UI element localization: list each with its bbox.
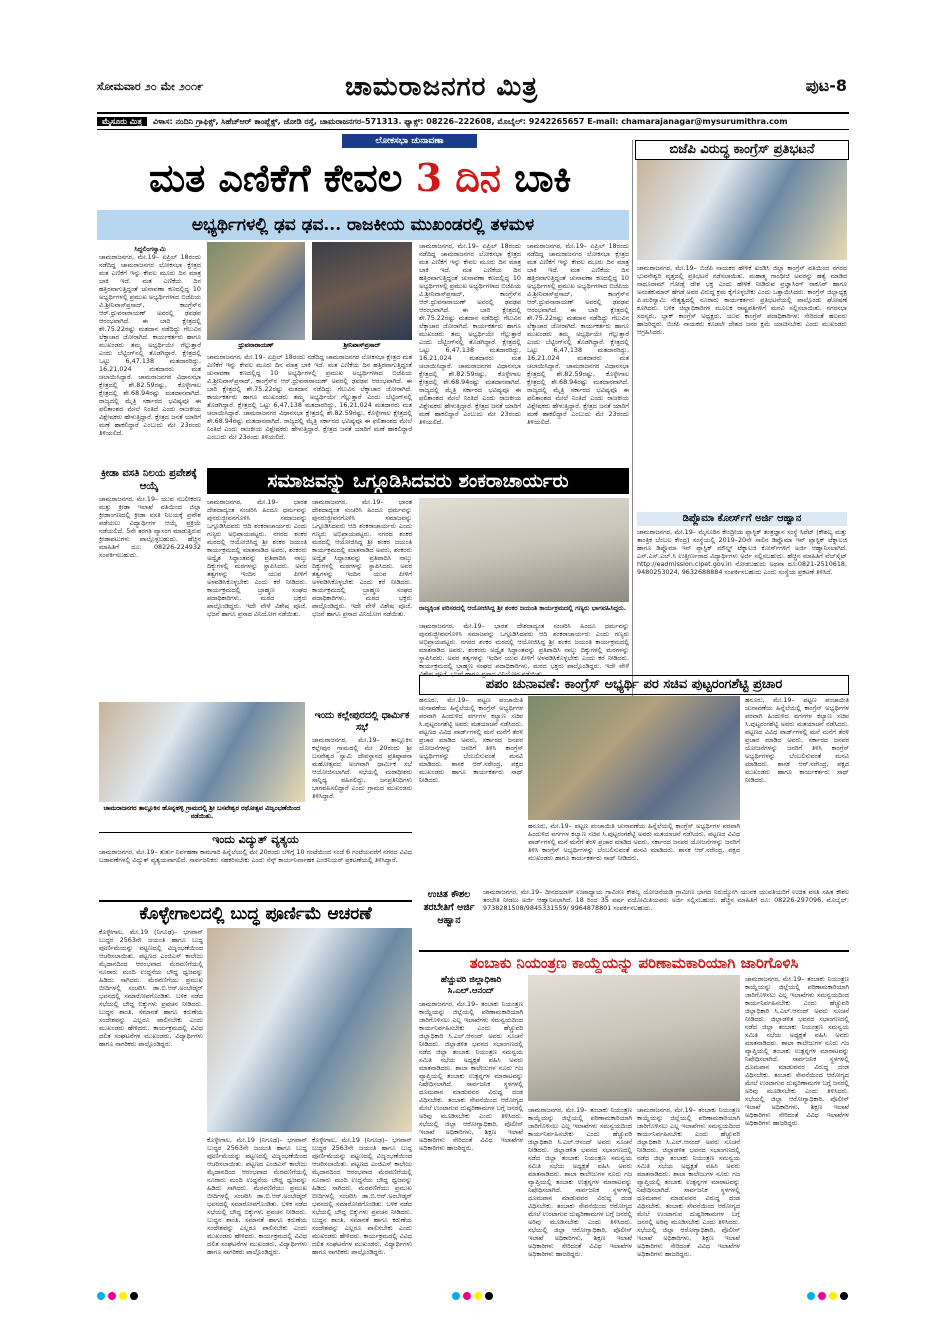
- info-bar: [97, 112, 849, 130]
- campaign-head: ಪಪಂ ಚುನಾವಣೆ: ಕಾಂಗ್ರೆಸ್ ಅಭ್ಯರ್ಥಿ ಪರ ಸಚಿವ ಪುಟ್ಟರಂಗಶೆಟ್ಟಿ ಪ್ರಚಾರ: [419, 675, 849, 695]
- registration-dots-center: [452, 1292, 493, 1300]
- dharmika-head: ಇಂದು ಕಲ್ಲೇಪುರದಲ್ಲಿ ಧಾರ್ಮಿಕ ಸಭೆ: [314, 710, 410, 733]
- bjp-protest-photo: [637, 160, 847, 260]
- paper-name: ಚಾಮರಾಜನಗರ ಮಿತ್ರ: [345, 72, 539, 102]
- diploma-head: ಡಿಪ್ಲೊಮಾ ಕೋರ್ಸ್‌ಗೆ ಅರ್ಜಿ ಆಹ್ವಾನ: [637, 512, 847, 526]
- bjp-protest-head: ಬಿಜೆಪಿ ವಿರುದ್ಧ ಕಾಂಗ್ರೆಸ್ ಪ್ರತಿಭಟನೆ: [635, 140, 849, 160]
- registration-dots-right: [807, 1292, 848, 1300]
- tobacco-photo: [528, 975, 740, 1101]
- tobacco-body-col1: ಚಾಮರಾಜನಗರ, ಮೇ.19– ತಂಬಾಕು ನಿಯಂತ್ರಣ ಕಾಯ್ದೆಯನ್ನು ಜಿಲ್ಲೆಯಲ್ಲಿ ಪರಿಣಾಮಕಾರಿಯಾಗಿ ಜಾರಿಗೊಳಿಸಲು ಎಲ್ಲ ಇಲಾಖೆಗಳು ಸಮನ್ವಯದಿಂದ ಕಾರ್ಯನಿರ್ವಹಿಸಬೇಕು ಎಂದು ಹೆಚ್ಚುವರಿ ಜಿಲ್ಲಾಧಿಕಾರಿ ಸಿ.ಎಲ್.ಆನಂದ್ ಅವರು ಸೂಚನೆ ನೀಡಿದರು. ಜಿಲ್ಲಾಡಳಿತ ಭವನದ ಸಭಾಂಗಣದಲ್ಲಿ ನಡೆದ ಜಿಲ್ಲಾ ತಂಬಾಕು ನಿಯಂತ್ರಣ ಸಮನ್ವಯ ಸಮಿತಿ ಸಭೆಯ ಅಧ್ಯಕ್ಷತೆ ವಹಿಸಿ ಅವರು ಮಾತನಾಡಿದರು. ಶಾಲಾ ಕಾಲೇಜುಗಳ ನೂರು ಗಜ ವ್ಯಾಪ್ತಿಯಲ್ಲಿ ತಂಬಾಕು ಉತ್ಪನ್ನಗಳ ಮಾರಾಟವನ್ನು ನಿಷೇಧಿಸಲಾಗಿದೆ. ಸಾರ್ವಜನಿಕ ಸ್ಥಳಗಳಲ್ಲಿ ಧೂಮಪಾನ ಮಾಡುವವರ ವಿರುದ್ಧ ದಂಡ ವಿಧಿಸಬೇಕು. ತಂಬಾಕು ಸೇವನೆಯಿಂದ ಆರೋಗ್ಯದ ಮೇಲೆ ಉಂಟಾಗುವ ದುಷ್ಪರಿಣಾಮಗಳ ಬಗ್ಗೆ ಜನರಲ್ಲಿ ಅರಿವು ಮೂಡಿಸಬೇಕು ಎಂದು ತಿಳಿಸಿದರು. ಸಭೆಯಲ್ಲಿ ಜಿಲ್ಲಾ ಆರೋಗ್ಯಾಧಿಕಾರಿ, ಪೊಲೀಸ್ ಇಲಾಖೆ ಅಧಿಕಾರಿಗಳು, ಶಿಕ್ಷಣ ಇಲಾಖೆ ಅಧಿಕಾರಿಗಳು ಸೇರಿದಂತೆ ವಿವಿಧ ಇಲಾಖೆಗಳ ಅಧಿಕಾರಿಗಳು ಹಾಜರಿದ್ದರು.: [419, 1000, 523, 1152]
- shankara-photo: [419, 498, 629, 602]
- lead-photo-1-caption: ಧ್ರುವನಾರಾಯಣ್: [238, 341, 274, 349]
- lead-headline: [149, 154, 571, 202]
- training-body: ಚಾಮರಾಜನಗರ, ಮೇ.19– ದೀನದಯಾಳ್ ಉಪಾಧ್ಯಾಯ ಗ್ರಾಮೀಣ ಕೌಶಲ್ಯ ಯೋಜನೆಯಡಿ ಗ್ರಾಮೀಣ ಭಾಗದ ನಿರುದ್ಯೋಗಿ ಯುವಕ ಯುವತಿಯರಿಗೆ ಉಚಿತ ವಸತಿ ಸಹಿತ ಕೌಶಲ ತರಬೇತಿ ನೀಡಲು ಅರ್ಜಿ ಆಹ್ವಾನಿಸಲಾಗಿದೆ. 18 ರಿಂದ 35 ವರ್ಷ ವಯೋಮಿತಿಯವರು ಅರ್ಜಿ ಸಲ್ಲಿಸಬಹುದು. ಹೆಚ್ಚಿನ ಮಾಹಿತಿಗೆ ದೂ: 08226-297096, ಮೊಬೈಲ್: 9738281508/9845331559/ 9964878801 ಸಂಪರ್ಕಿಸಬಹುದು.: [483, 888, 849, 912]
- info-logo: ಮೈಸೂರು ಮಿತ್ರ: [97, 117, 147, 126]
- buddha-body-col1: ಕೊಳ್ಳೇಗಾಲ, ಮೇ.19 (ನಿಗೂಢ)– ಭಗವಾನ್ ಬುದ್ಧರ 2563ನೇ ಜಯಂತಿ ಹಾಗೂ ಬುದ್ಧ ಪೂರ್ಣಿಮೆಯನ್ನು ಪಟ್ಟಣದಲ್ಲಿ ವಿಜೃಂಭಣೆಯಿಂದ ಆಚರಿಸಲಾಯಿತು. ಪಟ್ಟಣದ ಎಂಜಿಎಸ್ ಕಾಲೇಜು ಮೈದಾನದಿಂದ ಆರಂಭವಾದ ಮೆರವಣಿಗೆಯಲ್ಲಿ ನೂರಾರು ಮಂದಿ ಉದ್ದನೆಯ ಬೌದ್ಧ ಧ್ವಜವನ್ನು ಹಿಡಿದು ಸಾಗಿದರು. ಮೆರವಣಿಗೆಯು ಪ್ರಮುಖ ಬೀದಿಗಳಲ್ಲಿ ಸಂಚರಿಸಿ ಡಾ.ಬಿ.ಆರ್.ಅಂಬೇಡ್ಕರ್ ಭವನದಲ್ಲಿ ಸಮಾರೋಪಗೊಂಡಿತು. ಬಳಿಕ ನಡೆದ ಸಭೆಯಲ್ಲಿ ಬೌದ್ಧ ಬಿಕ್ಕುಗಳು ಪ್ರವಚನ ನೀಡಿದರು. ಬುದ್ಧನ ಶಾಂತಿ, ಸಮಾನತೆ ಹಾಗೂ ಕರುಣೆಯ ಸಂದೇಶವನ್ನು ಎಲ್ಲರೂ ಪಾಲಿಸಬೇಕು ಎಂದು ಮುಖಂಡರು ಹೇಳಿದರು. ಕಾರ್ಯಕ್ರಮದಲ್ಲಿ ವಿವಿಧ ದಲಿತ ಸಂಘಟನೆಗಳ ಮುಖಂಡರು, ವಿದ್ಯಾರ್ಥಿಗಳು ಹಾಗೂ ನಾಗರಿಕರು ಪಾಲ್ಗೊಂಡಿದ್ದರು.: [99, 928, 203, 1048]
- shankara-photo-caption: ರಾಜ್ಯಕ್ಕಿಂತ ಪರಿಸರದಲ್ಲಿ ಆಯೋಜಿಸಿದ್ದ ಶ್ರೀ ಶಂಕರ ಜಯಂತಿ ಕಾರ್ಯಕ್ರಮದಲ್ಲಿ ಗಣ್ಯರು ಭಾಗವಹಿಸಿದ್ದರು.: [419, 604, 627, 612]
- bjp-protest-body: ಚಾಮರಾಜನಗರ, ಮೇ.19– ಬಿಜೆಪಿ ನಾಯಕರ ಹೇಳಿಕೆ ಖಂಡಿಸಿ ಜಿಲ್ಲಾ ಕಾಂಗ್ರೆಸ್ ವತಿಯಿಂದ ನಗರದ ಭುವನೇಶ್ವರಿ ವೃತ್ತದಲ್ಲಿ ಪ್ರತಿಭಟನೆ ನಡೆಸಲಾಯಿತು. ಮಹಾತ್ಮ ಗಾಂಧೀಜಿ ಅವರನ್ನು ಹತ್ಯೆ ಮಾಡಿದ ನಾಥೂರಾಮ್ ಗೋಡ್ಸೆ ದೇಶ ಭಕ್ತ ಎಂದು ಹೇಳಿಕೆ ನೀಡಿರುವ ಪ್ರಜ್ಞಾಸಿಂಗ್ ಠಾಕೂರ್ ಹಾಗೂ ಅನಂತಕುಮಾರ್ ಹೆಗಡೆ ಅವರ ವಿರುದ್ಧ ಕ್ರಮ ಕೈಗೊಳ್ಳಬೇಕು ಎಂದು ಒತ್ತಾಯಿಸಿದರು. ಕಾಂಗ್ರೆಸ್ ಜಿಲ್ಲಾಧ್ಯಕ್ಷ ಪಿ.ಮರಿಸ್ವಾಮಿ ನೇತೃತ್ವದಲ್ಲಿ ನೂರಾರು ಕಾರ್ಯಕರ್ತರು ಪ್ರತಿಭಟನೆಯಲ್ಲಿ ಪಾಲ್ಗೊಂಡು ಘೋಷಣೆ ಕೂಗಿದರು. ಬಳಿಕ ಜಿಲ್ಲಾಧಿಕಾರಿಗಳ ಮೂಲಕ ರಾಷ್ಟ್ರಪತಿಗಳಿಗೆ ಮನವಿ ಸಲ್ಲಿಸಲಾಯಿತು. ನಗರಸಭಾ ಸದಸ್ಯರು, ಬ್ಲಾಕ್ ಕಾಂಗ್ರೆಸ್ ಅಧ್ಯಕ್ಷರು, ಯುವ ಕಾಂಗ್ರೆಸ್ ಪದಾಧಿಕಾರಿಗಳು ಸೇರಿದಂತೆ ಹಲವರು ಹಾಜರಿದ್ದರು. ಬಿಜೆಪಿ ನಾಯಕರು ಕೂಡಲೇ ದೇಶದ ಜನರ ಕ್ಷಮೆ ಯಾಚಿಸಬೇಕು ಎಂದು ಮುಖಂಡರು ಆಗ್ರಹಿಸಿದರು.: [637, 264, 847, 336]
- campaign-body-col2: ಹನೂರು, ಮೇ.19– ಪಟ್ಟಣ ಪಂಚಾಯಿತಿ ಚುನಾವಣೆಯ ಹಿನ್ನೆಲೆಯಲ್ಲಿ ಕಾಂಗ್ರೆಸ್ ಅಭ್ಯರ್ಥಿಗಳ ಪರವಾಗಿ ಹಿಂದುಳಿದ ವರ್ಗಗಳ ಕಲ್ಯಾಣ ಸಚಿವ ಸಿ.ಪುಟ್ಟರಂಗಶೆಟ್ಟಿ ಅವರು ಮತಯಾಚನೆ ನಡೆಸಿದರು. ಪಟ್ಟಣದ ವಿವಿಧ ವಾರ್ಡ್‌ಗಳಲ್ಲಿ ಮನೆ ಮನೆಗೆ ತೆರಳಿ ಪ್ರಚಾರ ಮಾಡಿದ ಅವರು, ಸರ್ಕಾರದ ಜನಪರ ಯೋಜನೆಗಳನ್ನು ಜನರಿಗೆ ತಿಳಿಸಿ ಕಾಂಗ್ರೆಸ್ ಅಭ್ಯರ್ಥಿಗಳನ್ನು ಬೆಂಬಲಿಸುವಂತೆ ಮನವಿ ಮಾಡಿದರು. ಶಾಸಕ ಆರ್.ನರೇಂದ್ರ, ಪಕ್ಷದ ಮುಖಂಡರು ಹಾಗೂ ಕಾರ್ಯಕರ್ತರು ಸಾಥ್ ನೀಡಿದರು.: [528, 822, 740, 862]
- lead-tag: ಲೋಕಸಭಾ ಚುನಾವಣಾ: [342, 134, 477, 148]
- lead-photo-2-caption: ಶ್ರೀನಿವಾಸ್‌ಪ್ರಸಾದ್: [343, 341, 381, 349]
- lead-body-col4: ಚಾಮರಾಜನಗರ, ಮೇ.19– ಏಪ್ರಿಲ್ 18ರಂದು ನಡೆದಿದ್ದ ಚಾಮರಾಜನಗರ ಲೋಕಸಭಾ ಕ್ಷೇತ್ರದ ಮತ ಎಣಿಕೆಗೆ ಇನ್ನು ಕೇವಲ ಮೂರು ದಿನ ಮಾತ್ರ ಬಾಕಿ ಇದೆ. ಮತ ಎಣಿಕೆಯ ದಿನ ಹತ್ತಿರವಾಗುತ್ತಿದ್ದಂತೆ ಚುನಾವಣಾ ಕಣದಲ್ಲಿದ್ದ 10 ಅಭ್ಯರ್ಥಿಗಳಲ್ಲಿ ಪ್ರಮುಖ ಅಭ್ಯರ್ಥಿಗಳಾದ ಬಿಜೆಪಿಯ ವಿ.ಶ್ರೀನಿವಾಸ್‌ಪ್ರಸಾದ್, ಕಾಂಗ್ರೆಸ್‌ನ ಆರ್.ಧ್ರುವನಾರಾಯಣ್ ಅವರಲ್ಲಿ ಢವಢವ ಆರಂಭವಾಗಿದೆ. ಈ ಬಾರಿ ಕ್ಷೇತ್ರದಲ್ಲಿ ಶೇ.75.22ರಷ್ಟು ಮತದಾನ ನಡೆದಿದ್ದು ಗೆಲುವಿನ ಲೆಕ್ಕಾಚಾರ ಜೋರಾಗಿದೆ. ಕಾರ್ಯಕರ್ತರು ಹಾಗೂ ಮುಖಂಡರು ತಮ್ಮ ಅಭ್ಯರ್ಥಿಯೇ ಗೆಲ್ಲುತ್ತಾರೆ ಎಂದು ಬೆಟ್ಟಿಂಗ್‌ನಲ್ಲಿ ತೊಡಗಿದ್ದಾರೆ. ಕ್ಷೇತ್ರದಲ್ಲಿ ಒಟ್ಟು 6,47,138 ಮತದಾರರಿದ್ದು, 16,21,024 ಮತದಾರರು ಮತ ಚಲಾಯಿಸಿದ್ದಾರೆ. ಚಾಮರಾಜನಗರ ವಿಧಾನಸಭಾ ಕ್ಷೇತ್ರದಲ್ಲಿ ಶೇ.82.59ರಷ್ಟು, ಕೊಳ್ಳೇಗಾಲ ಕ್ಷೇತ್ರದಲ್ಲಿ ಶೇ.68.94ರಷ್ಟು ಮತದಾನವಾಗಿದೆ. ರಾಜ್ಯದಲ್ಲಿ ಮೈತ್ರಿ ಸರ್ಕಾರದ ಭವಿಷ್ಯವೂ ಈ ಫಲಿತಾಂಶದ ಮೇಲೆ ನಿಂತಿದೆ ಎಂದು ರಾಜಕೀಯ ವಿಶ್ಲೇಷಕರು ಹೇಳುತ್ತಿದ್ದಾರೆ. ಕ್ಷೇತ್ರದ ಜನತೆ ಯಾರಿಗೆ ಮಣೆ ಹಾಕಲಿದ್ದಾರೆ ಎಂಬುದು ಮೇ 23ರಂದು ತಿಳಿಯಲಿದೆ.: [527, 242, 629, 426]
- lead-body: ಚಾಮರಾಜನಗರ, ಮೇ.19– ಏಪ್ರಿಲ್ 18ರಂದು ನಡೆದಿದ್ದ ಚಾಮರಾಜನಗರ ಲೋಕಸಭಾ ಕ್ಷೇತ್ರದ ಮತ ಎಣಿಕೆಗೆ ಇನ್ನು ಕೇವಲ ಮೂರು ದಿನ ಮಾತ್ರ ಬಾಕಿ ಇದೆ. ಮತ ಎಣಿಕೆಯ ದಿನ ಹತ್ತಿರವಾಗುತ್ತಿದ್ದಂತೆ ಚುನಾವಣಾ ಕಣದಲ್ಲಿದ್ದ 10 ಅಭ್ಯರ್ಥಿಗಳಲ್ಲಿ ಪ್ರಮುಖ ಅಭ್ಯರ್ಥಿಗಳಾದ ಬಿಜೆಪಿಯ ವಿ.ಶ್ರೀನಿವಾಸ್‌ಪ್ರಸಾದ್, ಕಾಂಗ್ರೆಸ್‌ನ ಆರ್.ಧ್ರುವನಾರಾಯಣ್ ಅವರಲ್ಲಿ ಢವಢವ ಆರಂಭವಾಗಿದೆ. ಈ ಬಾರಿ ಕ್ಷೇತ್ರದಲ್ಲಿ ಶೇ.75.22ರಷ್ಟು ಮತದಾನ ನಡೆದಿದ್ದು ಗೆಲುವಿನ ಲೆಕ್ಕಾಚಾರ ಜೋರಾಗಿದೆ. ಕಾರ್ಯಕರ್ತರು ಹಾಗೂ ಮುಖಂಡರು ತಮ್ಮ ಅಭ್ಯರ್ಥಿಯೇ ಗೆಲ್ಲುತ್ತಾರೆ ಎಂದು ಬೆಟ್ಟಿಂಗ್‌ನಲ್ಲಿ ತೊಡಗಿದ್ದಾರೆ. ಕ್ಷೇತ್ರದಲ್ಲಿ ಒಟ್ಟು 6,47,138 ಮತದಾರರಿದ್ದು, 16,21,024 ಮತದಾರರು ಮತ ಚಲಾಯಿಸಿದ್ದಾರೆ. ಚಾಮರಾಜನಗರ ವಿಧಾನಸಭಾ ಕ್ಷೇತ್ರದಲ್ಲಿ ಶೇ.82.59ರಷ್ಟು, ಕೊಳ್ಳೇಗಾಲ ಕ್ಷೇತ್ರದಲ್ಲಿ ಶೇ.68.94ರಷ್ಟು ಮತದಾನವಾಗಿದೆ. ರಾಜ್ಯದಲ್ಲಿ ಮೈತ್ರಿ ಸರ್ಕಾರದ ಭವಿಷ್ಯವೂ ಈ ಫಲಿತಾಂಶದ ಮೇಲೆ ನಿಂತಿದೆ ಎಂದು ರಾಜಕೀಯ ವಿಶ್ಲೇಷಕರು ಹೇಳುತ್ತಿದ್ದಾರೆ. ಕ್ಷೇತ್ರದ ಜನತೆ ಯಾರಿಗೆ ಮಣೆ ಹಾಕಲಿದ್ದಾರೆ ಎಂಬುದು ಮೇ 23ರಂದು ತಿಳಿಯಲಿದೆ.: [99, 253, 201, 437]
- shankara-body-col2: ಚಾಮರಾಜನಗರ, ಮೇ.19– ಭಾರತ ದೇಶದಾದ್ಯಂತ ಸಂಚರಿಸಿ ಹಿಂದೂ ಧರ್ಮವನ್ನು ಪುನರುಜ್ಜೀವನಗೊಳಿಸಿ ಸಮಾಜವನ್ನು ಒಗ್ಗೂಡಿಸಿದವರು ಆದಿ ಶಂಕರಾಚಾರ್ಯರು ಎಂದು ಗಣ್ಯರು ಅಭಿಪ್ರಾಯಪಟ್ಟರು. ನಗರದ ಶಂಕರ ಮಠದಲ್ಲಿ ಆಯೋಜಿಸಿದ್ದ ಶ್ರೀ ಶಂಕರ ಜಯಂತಿ ಕಾರ್ಯಕ್ರಮದಲ್ಲಿ ಮಾತನಾಡಿದ ಅವರು, ಶಂಕರರು ಅದ್ವೈತ ಸಿದ್ಧಾಂತವನ್ನು ಪ್ರತಿಪಾದಿಸಿ ನಾಲ್ಕು ದಿಕ್ಕುಗಳಲ್ಲಿ ಮಠಗಳನ್ನು ಸ್ಥಾಪಿಸಿದರು. ಅವರ ತತ್ವಗಳನ್ನು ಇಂದಿನ ಯುವ ಪೀಳಿಗೆ ಅಳವಡಿಸಿಕೊಳ್ಳಬೇಕು ಎಂದು ಕರೆ ನೀಡಿದರು. ಕಾರ್ಯಕ್ರಮದಲ್ಲಿ ಬ್ರಾಹ್ಮಣ ಸಂಘದ ಪದಾಧಿಕಾರಿಗಳು, ಮಠದ ಭಕ್ತರು ಪಾಲ್ಗೊಂಡಿದ್ದರು. ಇದೇ ವೇಳೆ ವಿಶೇಷ ಪೂಜೆ, ಭಜನೆ ಹಾಗೂ ಪ್ರಸಾದ ವಿನಿಯೋಗ ನಡೆಯಿತು.: [312, 498, 412, 618]
- dharmika-photo: [99, 702, 305, 802]
- crida-head: ಕ್ರೀಡಾ ವಸತಿ ನಿಲಯ ಪ್ರವೇಶಕ್ಕೆ ಆಯ್ಕೆ: [101, 468, 197, 492]
- buddha-photo: [207, 928, 412, 1132]
- buddha-body-col2: ಕೊಳ್ಳೇಗಾಲ, ಮೇ.19 (ನಿಗೂಢ)– ಭಗವಾನ್ ಬುದ್ಧರ 2563ನೇ ಜಯಂತಿ ಹಾಗೂ ಬುದ್ಧ ಪೂರ್ಣಿಮೆಯನ್ನು ಪಟ್ಟಣದಲ್ಲಿ ವಿಜೃಂಭಣೆಯಿಂದ ಆಚರಿಸಲಾಯಿತು. ಪಟ್ಟಣದ ಎಂಜಿಎಸ್ ಕಾಲೇಜು ಮೈದಾನದಿಂದ ಆರಂಭವಾದ ಮೆರವಣಿಗೆಯಲ್ಲಿ ನೂರಾರು ಮಂದಿ ಉದ್ದನೆಯ ಬೌದ್ಧ ಧ್ವಜವನ್ನು ಹಿಡಿದು ಸಾಗಿದರು. ಮೆರವಣಿಗೆಯು ಪ್ರಮುಖ ಬೀದಿಗಳಲ್ಲಿ ಸಂಚರಿಸಿ ಡಾ.ಬಿ.ಆರ್.ಅಂಬೇಡ್ಕರ್ ಭವನದಲ್ಲಿ ಸಮಾರೋಪಗೊಂಡಿತು. ಬಳಿಕ ನಡೆದ ಸಭೆಯಲ್ಲಿ ಬೌದ್ಧ ಬಿಕ್ಕುಗಳು ಪ್ರವಚನ ನೀಡಿದರು. ಬುದ್ಧನ ಶಾಂತಿ, ಸಮಾನತೆ ಹಾಗೂ ಕರುಣೆಯ ಸಂದೇಶವನ್ನು ಎಲ್ಲರೂ ಪಾಲಿಸಬೇಕು ಎಂದು ಮುಖಂಡರು ಹೇಳಿದರು. ಕಾರ್ಯಕ್ರಮದಲ್ಲಿ ವಿವಿಧ ದಲಿತ ಸಂಘಟನೆಗಳ ಮುಖಂಡರು, ವಿದ್ಯಾರ್ಥಿಗಳು ಹಾಗೂ ನಾಗರಿಕರು ಪಾಲ್ಗೊಂಡಿದ್ದರು.: [207, 1136, 307, 1256]
- power-head: ಇಂದು ವಿದ್ಯುತ್ ವ್ಯತ್ಯಯ: [99, 832, 412, 847]
- tobacco-body-col2: ಚಾಮರಾಜನಗರ, ಮೇ.19– ತಂಬಾಕು ನಿಯಂತ್ರಣ ಕಾಯ್ದೆಯನ್ನು ಜಿಲ್ಲೆಯಲ್ಲಿ ಪರಿಣಾಮಕಾರಿಯಾಗಿ ಜಾರಿಗೊಳಿಸಲು ಎಲ್ಲ ಇಲಾಖೆಗಳು ಸಮನ್ವಯದಿಂದ ಕಾರ್ಯನಿರ್ವಹಿಸಬೇಕು ಎಂದು ಹೆಚ್ಚುವರಿ ಜಿಲ್ಲಾಧಿಕಾರಿ ಸಿ.ಎಲ್.ಆನಂದ್ ಅವರು ಸೂಚನೆ ನೀಡಿದರು. ಜಿಲ್ಲಾಡಳಿತ ಭವನದ ಸಭಾಂಗಣದಲ್ಲಿ ನಡೆದ ಜಿಲ್ಲಾ ತಂಬಾಕು ನಿಯಂತ್ರಣ ಸಮನ್ವಯ ಸಮಿತಿ ಸಭೆಯ ಅಧ್ಯಕ್ಷತೆ ವಹಿಸಿ ಅವರು ಮಾತನಾಡಿದರು. ಶಾಲಾ ಕಾಲೇಜುಗಳ ನೂರು ಗಜ ವ್ಯಾಪ್ತಿಯಲ್ಲಿ ತಂಬಾಕು ಉತ್ಪನ್ನಗಳ ಮಾರಾಟವನ್ನು ನಿಷೇಧಿಸಲಾಗಿದೆ. ಸಾರ್ವಜನಿಕ ಸ್ಥಳಗಳಲ್ಲಿ ಧೂಮಪಾನ ಮಾಡುವವರ ವಿರುದ್ಧ ದಂಡ ವಿಧಿಸಬೇಕು. ತಂಬಾಕು ಸೇವನೆಯಿಂದ ಆರೋಗ್ಯದ ಮೇಲೆ ಉಂಟಾಗುವ ದುಷ್ಪರಿಣಾಮಗಳ ಬಗ್ಗೆ ಜನರಲ್ಲಿ ಅರಿವು ಮೂಡಿಸಬೇಕು ಎಂದು ತಿಳಿಸಿದರು. ಸಭೆಯಲ್ಲಿ ಜಿಲ್ಲಾ ಆರೋಗ್ಯಾಧಿಕಾರಿ, ಪೊಲೀಸ್ ಇಲಾಖೆ ಅಧಿಕಾರಿಗಳು, ಶಿಕ್ಷಣ ಇಲಾಖೆ ಅಧಿಕಾರಿಗಳು ಸೇರಿದಂತೆ ವಿವಿಧ ಇಲಾಖೆಗಳ ಅಧಿಕಾರಿಗಳು ಹಾಜರಿದ್ದರು.: [528, 1106, 632, 1258]
- lead-subhead: ಅಭ್ಯರ್ಥಿಗಳಲ್ಲಿ ಢವ ಢವ... ರಾಜಕೀಯ ಮುಖಂಡರಲ್ಲಿ ತಳಮಳ: [97, 210, 629, 240]
- registration-dots-left: [97, 1292, 138, 1300]
- shankara-body-col1: ಚಾಮರಾಜನಗರ, ಮೇ.19– ಭಾರತ ದೇಶದಾದ್ಯಂತ ಸಂಚರಿಸಿ ಹಿಂದೂ ಧರ್ಮವನ್ನು ಪುನರುಜ್ಜೀವನಗೊಳಿಸಿ ಸಮಾಜವನ್ನು ಒಗ್ಗೂಡಿಸಿದವರು ಆದಿ ಶಂಕರಾಚಾರ್ಯರು ಎಂದು ಗಣ್ಯರು ಅಭಿಪ್ರಾಯಪಟ್ಟರು. ನಗರದ ಶಂಕರ ಮಠದಲ್ಲಿ ಆಯೋಜಿಸಿದ್ದ ಶ್ರೀ ಶಂಕರ ಜಯಂತಿ ಕಾರ್ಯಕ್ರಮದಲ್ಲಿ ಮಾತನಾಡಿದ ಅವರು, ಶಂಕರರು ಅದ್ವೈತ ಸಿದ್ಧಾಂತವನ್ನು ಪ್ರತಿಪಾದಿಸಿ ನಾಲ್ಕು ದಿಕ್ಕುಗಳಲ್ಲಿ ಮಠಗಳನ್ನು ಸ್ಥಾಪಿಸಿದರು. ಅವರ ತತ್ವಗಳನ್ನು ಇಂದಿನ ಯುವ ಪೀಳಿಗೆ ಅಳವಡಿಸಿಕೊಳ್ಳಬೇಕು ಎಂದು ಕರೆ ನೀಡಿದರು. ಕಾರ್ಯಕ್ರಮದಲ್ಲಿ ಬ್ರಾಹ್ಮಣ ಸಂಘದ ಪದಾಧಿಕಾರಿಗಳು, ಮಠದ ಭಕ್ತರು ಪಾಲ್ಗೊಂಡಿದ್ದರು. ಇದೇ ವೇಳೆ ವಿಶೇಷ ಪೂಜೆ, ಭಜನೆ ಹಾಗೂ ಪ್ರಸಾದ ವಿನಿಯೋಗ ನಡೆಯಿತು.: [207, 498, 307, 618]
- lead-byline: ಸಿದ್ದಲಿಂಗಸ್ವಾಮಿ: [134, 245, 166, 253]
- tobacco-body-col4: ಚಾಮರಾಜನಗರ, ಮೇ.19– ತಂಬಾಕು ನಿಯಂತ್ರಣ ಕಾಯ್ದೆಯನ್ನು ಜಿಲ್ಲೆಯಲ್ಲಿ ಪರಿಣಾಮಕಾರಿಯಾಗಿ ಜಾರಿಗೊಳಿಸಲು ಎಲ್ಲ ಇಲಾಖೆಗಳು ಸಮನ್ವಯದಿಂದ ಕಾರ್ಯನಿರ್ವಹಿಸಬೇಕು ಎಂದು ಹೆಚ್ಚುವರಿ ಜಿಲ್ಲಾಧಿಕಾರಿ ಸಿ.ಎಲ್.ಆನಂದ್ ಅವರು ಸೂಚನೆ ನೀಡಿದರು. ಜಿಲ್ಲಾಡಳಿತ ಭವನದ ಸಭಾಂಗಣದಲ್ಲಿ ನಡೆದ ಜಿಲ್ಲಾ ತಂಬಾಕು ನಿಯಂತ್ರಣ ಸಮನ್ವಯ ಸಮಿತಿ ಸಭೆಯ ಅಧ್ಯಕ್ಷತೆ ವಹಿಸಿ ಅವರು ಮಾತನಾಡಿದರು. ಶಾಲಾ ಕಾಲೇಜುಗಳ ನೂರು ಗಜ ವ್ಯಾಪ್ತಿಯಲ್ಲಿ ತಂಬಾಕು ಉತ್ಪನ್ನಗಳ ಮಾರಾಟವನ್ನು ನಿಷೇಧಿಸಲಾಗಿದೆ. ಸಾರ್ವಜನಿಕ ಸ್ಥಳಗಳಲ್ಲಿ ಧೂಮಪಾನ ಮಾಡುವವರ ವಿರುದ್ಧ ದಂಡ ವಿಧಿಸಬೇಕು. ತಂಬಾಕು ಸೇವನೆಯಿಂದ ಆರೋಗ್ಯದ ಮೇಲೆ ಉಂಟಾಗುವ ದುಷ್ಪರಿಣಾಮಗಳ ಬಗ್ಗೆ ಜನರಲ್ಲಿ ಅರಿವು ಮೂಡಿಸಬೇಕು ಎಂದು ತಿಳಿಸಿದರು. ಸಭೆಯಲ್ಲಿ ಜಿಲ್ಲಾ ಆರೋಗ್ಯಾಧಿಕಾರಿ, ಪೊಲೀಸ್ ಇಲಾಖೆ ಅಧಿಕಾರಿಗಳು, ಶಿಕ್ಷಣ ಇಲಾಖೆ ಅಧಿಕಾರಿಗಳು ಸೇರಿದಂತೆ ವಿವಿಧ ಇಲಾಖೆಗಳ ಅಧಿಕಾರಿಗಳು ಹಾಜರಿದ್ದರು.: [745, 975, 849, 1127]
- dharmika-body: ಚಾಮರಾಜನಗರ, ಮೇ.19– ತಾಲ್ಲೂಕಿನ ಕಲ್ಲೇಪುರ ಗ್ರಾಮದಲ್ಲಿ ಮೇ 20ರಂದು ಶ್ರೀ ಬಸವೇಶ್ವರ ಸ್ವಾಮಿ ದೇವಸ್ಥಾನದ ಪ್ರತಿಷ್ಠಾಪನಾ ಮಹೋತ್ಸವದ ಅಂಗವಾಗಿ ಧಾರ್ಮಿಕ ಸಭೆ ಆಯೋಜಿಸಲಾಗಿದೆ. ಸಭೆಯಲ್ಲಿ ಮಠಾಧೀಶರು ಸಾನ್ನಿಧ್ಯ ವಹಿಸಲಿದ್ದು, ಜನಪ್ರತಿನಿಧಿಗಳು ಭಾಗವಹಿಸಲಿದ್ದಾರೆ ಎಂದು ಗ್ರಾಮದ ಮುಖಂಡರು ತಿಳಿಸಿದ್ದಾರೆ.: [312, 736, 412, 800]
- lead-body-col2: ಚಾಮರಾಜನಗರ, ಮೇ.19– ಏಪ್ರಿಲ್ 18ರಂದು ನಡೆದಿದ್ದ ಚಾಮರಾಜನಗರ ಲೋಕಸಭಾ ಕ್ಷೇತ್ರದ ಮತ ಎಣಿಕೆಗೆ ಇನ್ನು ಕೇವಲ ಮೂರು ದಿನ ಮಾತ್ರ ಬಾಕಿ ಇದೆ. ಮತ ಎಣಿಕೆಯ ದಿನ ಹತ್ತಿರವಾಗುತ್ತಿದ್ದಂತೆ ಚುನಾವಣಾ ಕಣದಲ್ಲಿದ್ದ 10 ಅಭ್ಯರ್ಥಿಗಳಲ್ಲಿ ಪ್ರಮುಖ ಅಭ್ಯರ್ಥಿಗಳಾದ ಬಿಜೆಪಿಯ ವಿ.ಶ್ರೀನಿವಾಸ್‌ಪ್ರಸಾದ್, ಕಾಂಗ್ರೆಸ್‌ನ ಆರ್.ಧ್ರುವನಾರಾಯಣ್ ಅವರಲ್ಲಿ ಢವಢವ ಆರಂಭವಾಗಿದೆ. ಈ ಬಾರಿ ಕ್ಷೇತ್ರದಲ್ಲಿ ಶೇ.75.22ರಷ್ಟು ಮತದಾನ ನಡೆದಿದ್ದು ಗೆಲುವಿನ ಲೆಕ್ಕಾಚಾರ ಜೋರಾಗಿದೆ. ಕಾರ್ಯಕರ್ತರು ಹಾಗೂ ಮುಖಂಡರು ತಮ್ಮ ಅಭ್ಯರ್ಥಿಯೇ ಗೆಲ್ಲುತ್ತಾರೆ ಎಂದು ಬೆಟ್ಟಿಂಗ್‌ನಲ್ಲಿ ತೊಡಗಿದ್ದಾರೆ. ಕ್ಷೇತ್ರದಲ್ಲಿ ಒಟ್ಟು 6,47,138 ಮತದಾರರಿದ್ದು, 16,21,024 ಮತದಾರರು ಮತ ಚಲಾಯಿಸಿದ್ದಾರೆ. ಚಾಮರಾಜನಗರ ವಿಧಾನಸಭಾ ಕ್ಷೇತ್ರದಲ್ಲಿ ಶೇ.82.59ರಷ್ಟು, ಕೊಳ್ಳೇಗಾಲ ಕ್ಷೇತ್ರದಲ್ಲಿ ಶೇ.68.94ರಷ್ಟು ಮತದಾನವಾಗಿದೆ. ರಾಜ್ಯದಲ್ಲಿ ಮೈತ್ರಿ ಸರ್ಕಾರದ ಭವಿಷ್ಯವೂ ಈ ಫಲಿತಾಂಶದ ಮೇಲೆ ನಿಂತಿದೆ ಎಂದು ರಾಜಕೀಯ ವಿಶ್ಲೇಷಕರು ಹೇಳುತ್ತಿದ್ದಾರೆ. ಕ್ಷೇತ್ರದ ಜನತೆ ಯಾರಿಗೆ ಮಣೆ ಹಾಕಲಿದ್ದಾರೆ ಎಂಬುದು ಮೇ 23ರಂದು ತಿಳಿಯಲಿದೆ.: [207, 353, 412, 441]
- lead-headline-b: 3 ದಿನ: [415, 155, 501, 200]
- date-line: ಸೋಮವಾರ ೨೦ ಮೇ ೨೦೧೯: [97, 80, 204, 93]
- lead-photo-1: [207, 242, 305, 340]
- campaign-body-col3: ಹನೂರು, ಮೇ.19– ಪಟ್ಟಣ ಪಂಚಾಯಿತಿ ಚುನಾವಣೆಯ ಹಿನ್ನೆಲೆಯಲ್ಲಿ ಕಾಂಗ್ರೆಸ್ ಅಭ್ಯರ್ಥಿಗಳ ಪರವಾಗಿ ಹಿಂದುಳಿದ ವರ್ಗಗಳ ಕಲ್ಯಾಣ ಸಚಿವ ಸಿ.ಪುಟ್ಟರಂಗಶೆಟ್ಟಿ ಅವರು ಮತಯಾಚನೆ ನಡೆಸಿದರು. ಪಟ್ಟಣದ ವಿವಿಧ ವಾರ್ಡ್‌ಗಳಲ್ಲಿ ಮನೆ ಮನೆಗೆ ತೆರಳಿ ಪ್ರಚಾರ ಮಾಡಿದ ಅವರು, ಸರ್ಕಾರದ ಜನಪರ ಯೋಜನೆಗಳನ್ನು ಜನರಿಗೆ ತಿಳಿಸಿ ಕಾಂಗ್ರೆಸ್ ಅಭ್ಯರ್ಥಿಗಳನ್ನು ಬೆಂಬಲಿಸುವಂತೆ ಮನವಿ ಮಾಡಿದರು. ಶಾಸಕ ಆರ್.ನರೇಂದ್ರ, ಪಕ್ಷದ ಮುಖಂಡರು ಹಾಗೂ ಕಾರ್ಯಕರ್ತರು ಸಾಥ್ ನೀಡಿದರು.: [745, 696, 849, 784]
- lead-body-col3: ಚಾಮರಾಜನಗರ, ಮೇ.19– ಏಪ್ರಿಲ್ 18ರಂದು ನಡೆದಿದ್ದ ಚಾಮರಾಜನಗರ ಲೋಕಸಭಾ ಕ್ಷೇತ್ರದ ಮತ ಎಣಿಕೆಗೆ ಇನ್ನು ಕೇವಲ ಮೂರು ದಿನ ಮಾತ್ರ ಬಾಕಿ ಇದೆ. ಮತ ಎಣಿಕೆಯ ದಿನ ಹತ್ತಿರವಾಗುತ್ತಿದ್ದಂತೆ ಚುನಾವಣಾ ಕಣದಲ್ಲಿದ್ದ 10 ಅಭ್ಯರ್ಥಿಗಳಲ್ಲಿ ಪ್ರಮುಖ ಅಭ್ಯರ್ಥಿಗಳಾದ ಬಿಜೆಪಿಯ ವಿ.ಶ್ರೀನಿವಾಸ್‌ಪ್ರಸಾದ್, ಕಾಂಗ್ರೆಸ್‌ನ ಆರ್.ಧ್ರುವನಾರಾಯಣ್ ಅವರಲ್ಲಿ ಢವಢವ ಆರಂಭವಾಗಿದೆ. ಈ ಬಾರಿ ಕ್ಷೇತ್ರದಲ್ಲಿ ಶೇ.75.22ರಷ್ಟು ಮತದಾನ ನಡೆದಿದ್ದು ಗೆಲುವಿನ ಲೆಕ್ಕಾಚಾರ ಜೋರಾಗಿದೆ. ಕಾರ್ಯಕರ್ತರು ಹಾಗೂ ಮುಖಂಡರು ತಮ್ಮ ಅಭ್ಯರ್ಥಿಯೇ ಗೆಲ್ಲುತ್ತಾರೆ ಎಂದು ಬೆಟ್ಟಿಂಗ್‌ನಲ್ಲಿ ತೊಡಗಿದ್ದಾರೆ. ಕ್ಷೇತ್ರದಲ್ಲಿ ಒಟ್ಟು 6,47,138 ಮತದಾರರಿದ್ದು, 16,21,024 ಮತದಾರರು ಮತ ಚಲಾಯಿಸಿದ್ದಾರೆ. ಚಾಮರಾಜನಗರ ವಿಧಾನಸಭಾ ಕ್ಷೇತ್ರದಲ್ಲಿ ಶೇ.82.59ರಷ್ಟು, ಕೊಳ್ಳೇಗಾಲ ಕ್ಷೇತ್ರದಲ್ಲಿ ಶೇ.68.94ರಷ್ಟು ಮತದಾನವಾಗಿದೆ. ರಾಜ್ಯದಲ್ಲಿ ಮೈತ್ರಿ ಸರ್ಕಾರದ ಭವಿಷ್ಯವೂ ಈ ಫಲಿತಾಂಶದ ಮೇಲೆ ನಿಂತಿದೆ ಎಂದು ರಾಜಕೀಯ ವಿಶ್ಲೇಷಕರು ಹೇಳುತ್ತಿದ್ದಾರೆ. ಕ್ಷೇತ್ರದ ಜನತೆ ಯಾರಿಗೆ ಮಣೆ ಹಾಕಲಿದ್ದಾರೆ ಎಂಬುದು ಮೇ 23ರಂದು ತಿಳಿಯಲಿದೆ.: [419, 242, 521, 426]
- training-side-head: ಉಚಿತ ಕೌಶಲ ತರಬೇತಿಗೆ ಅರ್ಜಿ ಆಹ್ವಾನ: [423, 889, 475, 926]
- shankara-body-col3: ಚಾಮರಾಜನಗರ, ಮೇ.19– ಭಾರತ ದೇಶದಾದ್ಯಂತ ಸಂಚರಿಸಿ ಹಿಂದೂ ಧರ್ಮವನ್ನು ಪುನರುಜ್ಜೀವನಗೊಳಿಸಿ ಸಮಾಜವನ್ನು ಒಗ್ಗೂಡಿಸಿದವರು ಆದಿ ಶಂಕರಾಚಾರ್ಯರು ಎಂದು ಗಣ್ಯರು ಅಭಿಪ್ರಾಯಪಟ್ಟರು. ನಗರದ ಶಂಕರ ಮಠದಲ್ಲಿ ಆಯೋಜಿಸಿದ್ದ ಶ್ರೀ ಶಂಕರ ಜಯಂತಿ ಕಾರ್ಯಕ್ರಮದಲ್ಲಿ ಮಾತನಾಡಿದ ಅವರು, ಶಂಕರರು ಅದ್ವೈತ ಸಿದ್ಧಾಂತವನ್ನು ಪ್ರತಿಪಾದಿಸಿ ನಾಲ್ಕು ದಿಕ್ಕುಗಳಲ್ಲಿ ಮಠಗಳನ್ನು ಸ್ಥಾಪಿಸಿದರು. ಅವರ ತತ್ವಗಳನ್ನು ಇಂದಿನ ಯುವ ಪೀಳಿಗೆ ಅಳವಡಿಸಿಕೊಳ್ಳಬೇಕು ಎಂದು ಕರೆ ನೀಡಿದರು. ಕಾರ್ಯಕ್ರಮದಲ್ಲಿ ಬ್ರಾಹ್ಮಣ ಸಂಘದ ಪದಾಧಿಕಾರಿಗಳು, ಮಠದ ಭಕ್ತರು ಪಾಲ್ಗೊಂಡಿದ್ದರು. ಇದೇ ವೇಳೆ ವಿಶೇಷ ಪೂಜೆ, ಭಜನೆ ಹಾಗೂ ಪ್ರಸಾದ ವಿನಿಯೋಗ ನಡೆಯಿತು.: [419, 622, 629, 678]
- lead-photo-2: [312, 242, 412, 340]
- tobacco-sub: ಹೆಚ್ಚುವರಿ ಜಿಲ್ಲಾಧಿಕಾರಿ ಸಿ.ಎಲ್.ಆನಂದ್: [440, 975, 502, 996]
- tobacco-body-col3: ಚಾಮರಾಜನಗರ, ಮೇ.19– ತಂಬಾಕು ನಿಯಂತ್ರಣ ಕಾಯ್ದೆಯನ್ನು ಜಿಲ್ಲೆಯಲ್ಲಿ ಪರಿಣಾಮಕಾರಿಯಾಗಿ ಜಾರಿಗೊಳಿಸಲು ಎಲ್ಲ ಇಲಾಖೆಗಳು ಸಮನ್ವಯದಿಂದ ಕಾರ್ಯನಿರ್ವಹಿಸಬೇಕು ಎಂದು ಹೆಚ್ಚುವರಿ ಜಿಲ್ಲಾಧಿಕಾರಿ ಸಿ.ಎಲ್.ಆನಂದ್ ಅವರು ಸೂಚನೆ ನೀಡಿದರು. ಜಿಲ್ಲಾಡಳಿತ ಭವನದ ಸಭಾಂಗಣದಲ್ಲಿ ನಡೆದ ಜಿಲ್ಲಾ ತಂಬಾಕು ನಿಯಂತ್ರಣ ಸಮನ್ವಯ ಸಮಿತಿ ಸಭೆಯ ಅಧ್ಯಕ್ಷತೆ ವಹಿಸಿ ಅವರು ಮಾತನಾಡಿದರು. ಶಾಲಾ ಕಾಲೇಜುಗಳ ನೂರು ಗಜ ವ್ಯಾಪ್ತಿಯಲ್ಲಿ ತಂಬಾಕು ಉತ್ಪನ್ನಗಳ ಮಾರಾಟವನ್ನು ನಿಷೇಧಿಸಲಾಗಿದೆ. ಸಾರ್ವಜನಿಕ ಸ್ಥಳಗಳಲ್ಲಿ ಧೂಮಪಾನ ಮಾಡುವವರ ವಿರುದ್ಧ ದಂಡ ವಿಧಿಸಬೇಕು. ತಂಬಾಕು ಸೇವನೆಯಿಂದ ಆರೋಗ್ಯದ ಮೇಲೆ ಉಂಟಾಗುವ ದುಷ್ಪರಿಣಾಮಗಳ ಬಗ್ಗೆ ಜನರಲ್ಲಿ ಅರಿವು ಮೂಡಿಸಬೇಕು ಎಂದು ತಿಳಿಸಿದರು. ಸಭೆಯಲ್ಲಿ ಜಿಲ್ಲಾ ಆರೋಗ್ಯಾಧಿಕಾರಿ, ಪೊಲೀಸ್ ಇಲಾಖೆ ಅಧಿಕಾರಿಗಳು, ಶಿಕ್ಷಣ ಇಲಾಖೆ ಅಧಿಕಾರಿಗಳು ಸೇರಿದಂತೆ ವಿವಿಧ ಇಲಾಖೆಗಳ ಅಧಿಕಾರಿಗಳು ಹಾಜರಿದ್ದರು.: [637, 1106, 740, 1258]
- diploma-body: ಚಾಮರಾಜನಗರ, ಮೇ.19– ಮೈಸೂರಿನ ಕೇಂದ್ರೀಯ ಪ್ಲಾಸ್ಟಿಕ್ ತಂತ್ರಜ್ಞಾನ ಸಂಸ್ಥೆ ಸಿಪೆಟ್ (ಕೌಶಲ್ಯ ಮತ್ತು ತಾಂತ್ರಿಕ ಬೆಂಬಲ ಕೇಂದ್ರ) ಸಂಸ್ಥೆಯಲ್ಲಿ 2019–20ನೇ ಸಾಲಿನ ಡಿಪ್ಲೊಮಾ ಇನ್ ಪ್ಲಾಸ್ಟಿಕ್ ಟೆಕ್ನಾಲಜಿ ಹಾಗೂ ಡಿಪ್ಲೊಮಾ ಇನ್ ಪ್ಲಾಸ್ಟಿಕ್ ಮೌಲ್ಡ್ ಟೆಕ್ನಾಲಜಿ ಕೋರ್ಸ್‌ಗಳಿಗೆ ಅರ್ಜಿ ಆಹ್ವಾನಿಸಲಾಗಿದೆ. ಎಸ್.ಎಸ್.ಎಲ್.ಸಿ ಉತ್ತೀರ್ಣರಾದ ವಿದ್ಯಾರ್ಥಿಗಳು ಅರ್ಜಿ ಸಲ್ಲಿಸಬಹುದು. ಹೆಚ್ಚಿನ ಮಾಹಿತಿಗೆ ವೆಬ್‌ಸೈಟ್ http://eadmission.cipet.gov.in ನೋಡಬಹುದು ಅಥವಾ ದೂ:0821-2510618, 9480253024, 9632688884 ಸಂಪರ್ಕಿಸಬಹುದು ಎಂದು ಸಂಸ್ಥೆಯ ಪ್ರಕಟಣೆ ತಿಳಿಸಿದೆ.: [637, 528, 847, 576]
- newspaper-page: [97, 70, 849, 1300]
- dharmika-photo-caption: ಚಾಮರಾಜನಗರ ತಾಲ್ಲೂಕಿನ ಹೊನ್ನಹಳ್ಳಿ ಗ್ರಾಮದಲ್ಲಿ ಶ್ರೀ ಬಸವೇಶ್ವರ ರಥೋತ್ಸವ ವಿಜೃಂಭಣೆಯಿಂದ ನಡೆಯಿತು.: [103, 804, 301, 820]
- buddha-head: ಕೊಳ್ಳೇಗಾಲದಲ್ಲಿ ಬುದ್ಧ ಪೂರ್ಣಿಮೆ ಆಚರಣೆ: [99, 900, 412, 926]
- campaign-photo: [528, 696, 740, 820]
- buddha-body-col3: ಕೊಳ್ಳೇಗಾಲ, ಮೇ.19 (ನಿಗೂಢ)– ಭಗವಾನ್ ಬುದ್ಧರ 2563ನೇ ಜಯಂತಿ ಹಾಗೂ ಬುದ್ಧ ಪೂರ್ಣಿಮೆಯನ್ನು ಪಟ್ಟಣದಲ್ಲಿ ವಿಜೃಂಭಣೆಯಿಂದ ಆಚರಿಸಲಾಯಿತು. ಪಟ್ಟಣದ ಎಂಜಿಎಸ್ ಕಾಲೇಜು ಮೈದಾನದಿಂದ ಆರಂಭವಾದ ಮೆರವಣಿಗೆಯಲ್ಲಿ ನೂರಾರು ಮಂದಿ ಉದ್ದನೆಯ ಬೌದ್ಧ ಧ್ವಜವನ್ನು ಹಿಡಿದು ಸಾಗಿದರು. ಮೆರವಣಿಗೆಯು ಪ್ರಮುಖ ಬೀದಿಗಳಲ್ಲಿ ಸಂಚರಿಸಿ ಡಾ.ಬಿ.ಆರ್.ಅಂಬೇಡ್ಕರ್ ಭವನದಲ್ಲಿ ಸಮಾರೋಪಗೊಂಡಿತು. ಬಳಿಕ ನಡೆದ ಸಭೆಯಲ್ಲಿ ಬೌದ್ಧ ಬಿಕ್ಕುಗಳು ಪ್ರವಚನ ನೀಡಿದರು. ಬುದ್ಧನ ಶಾಂತಿ, ಸಮಾನತೆ ಹಾಗೂ ಕರುಣೆಯ ಸಂದೇಶವನ್ನು ಎಲ್ಲರೂ ಪಾಲಿಸಬೇಕು ಎಂದು ಮುಖಂಡರು ಹೇಳಿದರು. ಕಾರ್ಯಕ್ರಮದಲ್ಲಿ ವಿವಿಧ ದಲಿತ ಸಂಘಟನೆಗಳ ಮುಖಂಡರು, ವಿದ್ಯಾರ್ಥಿಗಳು ಹಾಗೂ ನಾಗರಿಕರು ಪಾಲ್ಗೊಂಡಿದ್ದರು.: [312, 1136, 412, 1256]
- tobacco-head: ತಂಬಾಕು ನಿಯಂತ್ರಣ ಕಾಯ್ದೆಯನ್ನು ಪರಿಣಾಮಕಾರಿಯಾಗಿ ಜಾರಿಗೊಳಿಸಿ: [419, 950, 849, 974]
- info-text: ವಿಳಾಸ: ನಂದಿನಿ ಗ್ರಾಫಿಕ್ಸ್, ಸಿಹೆಚ್‌ಆರ್ ಕಾಂಪ್ಲೆಕ್ಸ್, ಜೋಡಿ ರಸ್ತೆ, ಚಾಮರಾಜನಗರ–571313. ಫ್ಯಾಕ್ಸ್: 08226–222608, ಮೊಬೈಲ್: 9242265657 E-mail: chamarajanagar@mysurumithra.com: [152, 117, 788, 126]
- page-label: ಪುಟ-8: [805, 76, 847, 95]
- power-body: ಚಾಮರಾಜನಗರ, ಮೇ.19– ತುರ್ತು ನಿರ್ವಹಣಾ ಕಾಮಗಾರಿ ಹಿನ್ನೆಲೆಯಲ್ಲಿ ಮೇ 20ರಂದು ಬೆಳಿಗ್ಗೆ 10 ಗಂಟೆಯಿಂದ ಸಂಜೆ 6 ಗಂಟೆಯವರೆಗೆ ನಗರದ ವಿವಿಧ ಬಡಾವಣೆಗಳಲ್ಲಿ ವಿದ್ಯುತ್ ವ್ಯತ್ಯಯವಾಗಲಿದೆ. ಸಾರ್ವಜನಿಕರು ಸಹಕರಿಸಬೇಕು ಎಂದು ಸೆಸ್ಕ್ ಕಾರ್ಯನಿರ್ವಾಹಕ ಎಂಜಿನಿಯರ್ ಪ್ರಕಟಣೆಯಲ್ಲಿ ತಿಳಿಸಿದ್ದಾರೆ.: [99, 848, 412, 864]
- shankara-head: ಸಮಾಜವನ್ನು ಒಗ್ಗೂಡಿಸಿದವರು ಶಂಕರಾಚಾರ್ಯರು: [207, 468, 629, 494]
- lead-headline-c: ಬಾಕಿ: [514, 155, 572, 200]
- lead-headline-a: ಮತ ಎಣಿಕೆಗೆ ಕೇವಲ: [149, 155, 403, 200]
- campaign-body-col1: ಹನೂರು, ಮೇ.19– ಪಟ್ಟಣ ಪಂಚಾಯಿತಿ ಚುನಾವಣೆಯ ಹಿನ್ನೆಲೆಯಲ್ಲಿ ಕಾಂಗ್ರೆಸ್ ಅಭ್ಯರ್ಥಿಗಳ ಪರವಾಗಿ ಹಿಂದುಳಿದ ವರ್ಗಗಳ ಕಲ್ಯಾಣ ಸಚಿವ ಸಿ.ಪುಟ್ಟರಂಗಶೆಟ್ಟಿ ಅವರು ಮತಯಾಚನೆ ನಡೆಸಿದರು. ಪಟ್ಟಣದ ವಿವಿಧ ವಾರ್ಡ್‌ಗಳಲ್ಲಿ ಮನೆ ಮನೆಗೆ ತೆರಳಿ ಪ್ರಚಾರ ಮಾಡಿದ ಅವರು, ಸರ್ಕಾರದ ಜನಪರ ಯೋಜನೆಗಳನ್ನು ಜನರಿಗೆ ತಿಳಿಸಿ ಕಾಂಗ್ರೆಸ್ ಅಭ್ಯರ್ಥಿಗಳನ್ನು ಬೆಂಬಲಿಸುವಂತೆ ಮನವಿ ಮಾಡಿದರು. ಶಾಸಕ ಆರ್.ನರೇಂದ್ರ, ಪಕ್ಷದ ಮುಖಂಡರು ಹಾಗೂ ಕಾರ್ಯಕರ್ತರು ಸಾಥ್ ನೀಡಿದರು.: [419, 696, 523, 784]
- lead-body-col1: [99, 245, 201, 465]
- crida-body: ಚಾಮರಾಜನಗರ, ಮೇ.19– ಯುವ ಸಬಲೀಕರಣ ಮತ್ತು ಕ್ರೀಡಾ ಇಲಾಖೆ ವತಿಯಿಂದ ಜಿಲ್ಲಾ ಕ್ರೀಡಾಂಗಣದಲ್ಲಿ ಕ್ರೀಡಾ ವಸತಿ ನಿಲಯಕ್ಕೆ ಪ್ರವೇಶ ಪಡೆಯಲು ವಿದ್ಯಾರ್ಥಿಗಳ ಆಯ್ಕೆ ಪ್ರಕ್ರಿಯೆ ನಡೆಯಲಿದೆ. 5ನೇ ತರಗತಿ ವ್ಯಾಸಂಗ ಮಾಡುತ್ತಿರುವ ಕ್ರೀಡಾಪಟುಗಳು ಪಾಲ್ಗೊಳ್ಳಬಹುದು. ಹೆಚ್ಚಿನ ಮಾಹಿತಿಗೆ ದೂ: 08226-224932 ಸಂಪರ್ಕಿಸಬಹುದು.: [99, 495, 201, 559]
- column-rule: [632, 140, 633, 760]
